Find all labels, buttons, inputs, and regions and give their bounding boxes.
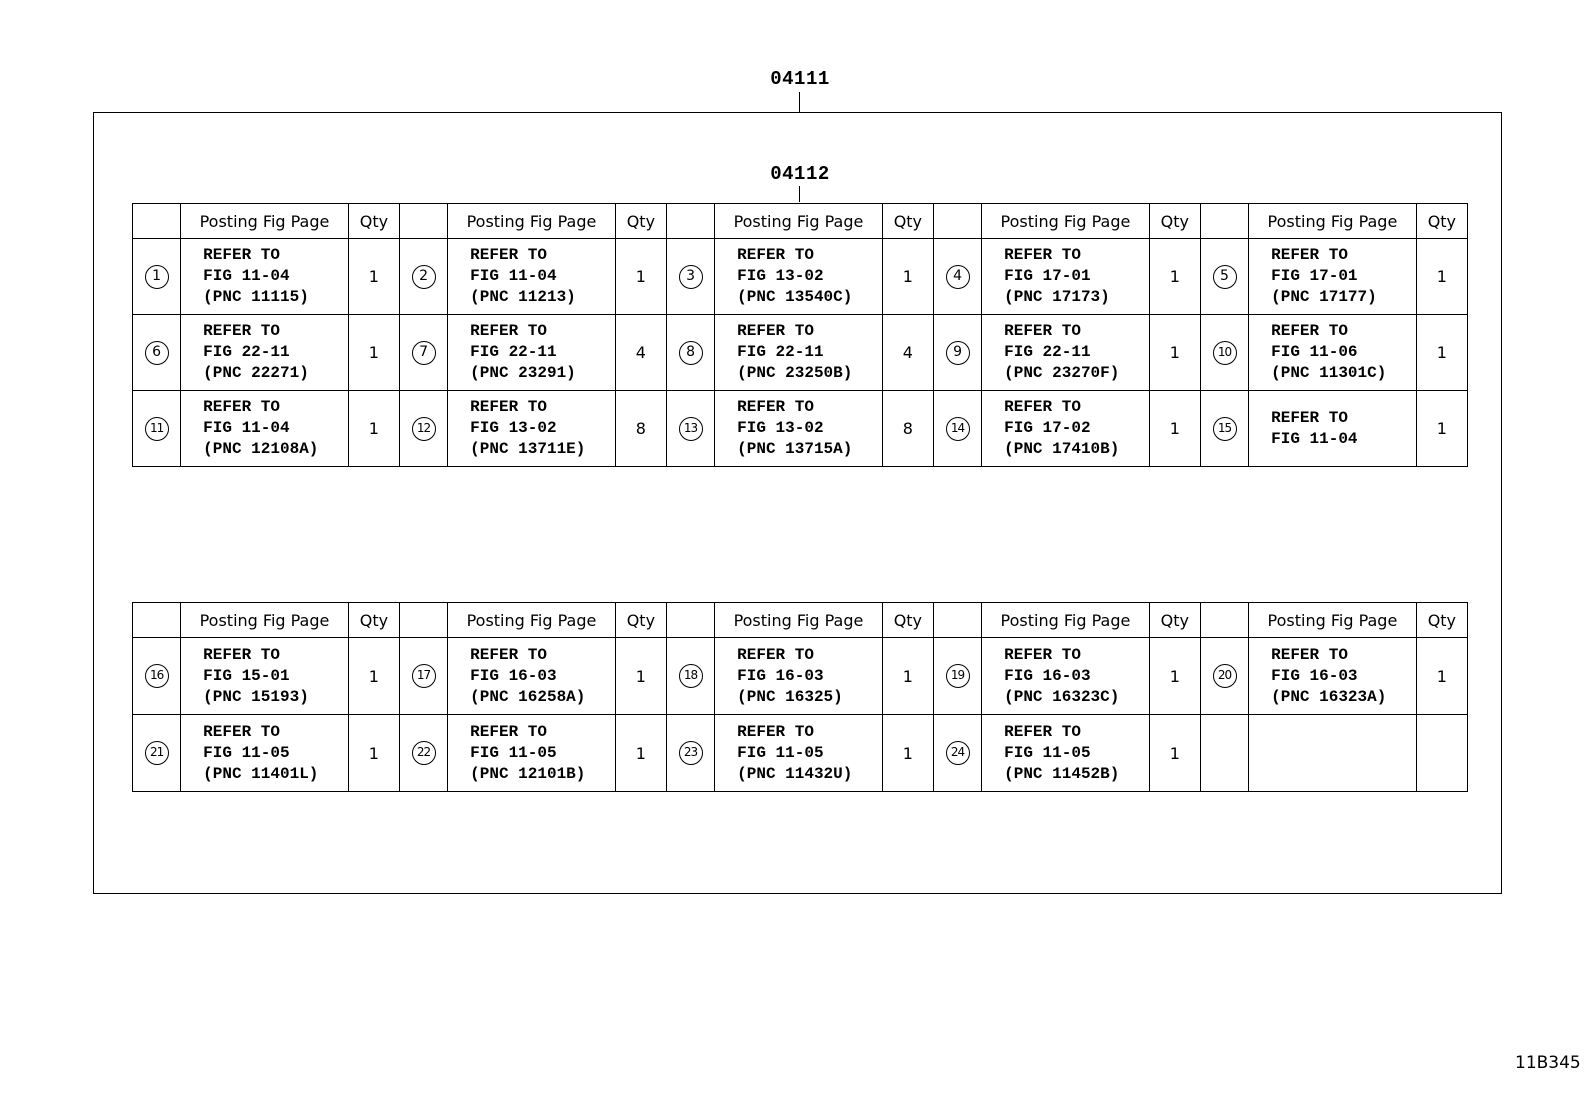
reference-line: (PNC 23270F) <box>1004 364 1120 382</box>
reference-line: (PNC 11401L) <box>203 764 319 783</box>
reference-line: (PNC 23250B) <box>737 364 853 382</box>
reference-cell <box>982 239 1150 315</box>
reference-line: FIG 13-02 <box>470 419 557 437</box>
reference-line: FIG 17-01 <box>1004 267 1091 285</box>
qty-cell <box>1416 715 1467 792</box>
reference-line: (PNC 23291) <box>470 364 576 382</box>
reference-line: FIG 11-04 <box>203 267 290 285</box>
reference-cell <box>181 715 349 792</box>
reference-cell <box>715 315 883 391</box>
qty-cell: 1 <box>615 638 666 715</box>
callout-cell <box>399 239 447 315</box>
callout-number: 10 <box>1213 341 1237 365</box>
reference-cell <box>982 638 1150 715</box>
callout-cell <box>133 391 181 467</box>
header-qty: Qty <box>1149 603 1200 638</box>
reference-line: (PNC 16325) <box>737 687 843 706</box>
reference-line: (PNC 13715A) <box>737 440 853 458</box>
reference-line: REFER TO <box>737 722 814 741</box>
callout-number: 12 <box>412 417 436 441</box>
callout-number: 20 <box>1213 664 1237 688</box>
callout-cell <box>933 239 981 315</box>
reference-line: FIG 16-03 <box>737 666 824 685</box>
reference-line: REFER TO <box>470 645 547 664</box>
callout-cell <box>133 315 181 391</box>
reference-line: (PNC 11452B) <box>1004 764 1120 783</box>
callout-cell <box>399 715 447 792</box>
reference-line: REFER TO <box>470 246 547 264</box>
qty-cell: 1 <box>1416 391 1467 467</box>
qty-cell: 1 <box>348 391 399 467</box>
reference-cell <box>448 315 616 391</box>
reference-line: FIG 22-11 <box>470 343 557 361</box>
qty-cell: 4 <box>615 315 666 391</box>
header-callout-cell <box>933 603 981 638</box>
callout-number: 6 <box>145 341 169 365</box>
reference-line: (PNC 12101B) <box>470 764 586 783</box>
header-posting-fig-page: Posting Fig Page <box>448 204 616 239</box>
reference-line: (PNC 22271) <box>203 364 309 382</box>
reference-line: REFER TO <box>737 322 814 340</box>
header-posting-fig-page: Posting Fig Page <box>715 204 883 239</box>
reference-line: REFER TO <box>1271 246 1348 264</box>
reference-cell <box>1249 638 1417 715</box>
reference-line: (PNC 13711E) <box>470 440 586 458</box>
reference-line: FIG 17-01 <box>1271 267 1358 285</box>
reference-line: FIG 11-05 <box>203 743 290 762</box>
qty-cell: 1 <box>615 715 666 792</box>
reference-cell <box>448 715 616 792</box>
reference-line: REFER TO <box>1004 398 1081 416</box>
qty-cell: 1 <box>1149 239 1200 315</box>
callout-cell <box>666 638 714 715</box>
reference-line: REFER TO <box>203 246 280 264</box>
qty-cell: 1 <box>1149 315 1200 391</box>
reference-line: FIG 11-06 <box>1271 343 1358 361</box>
reference-line: REFER TO <box>1004 322 1081 340</box>
header-callout-cell <box>133 204 181 239</box>
reference-line: FIG 11-04 <box>1271 429 1358 448</box>
qty-cell: 8 <box>615 391 666 467</box>
qty-cell: 1 <box>348 239 399 315</box>
reference-line: REFER TO <box>203 645 280 664</box>
reference-cell <box>448 391 616 467</box>
reference-cell <box>181 315 349 391</box>
reference-cell <box>715 391 883 467</box>
callout-cell <box>933 715 981 792</box>
header-qty: Qty <box>1416 603 1467 638</box>
reference-line: FIG 13-02 <box>737 267 824 285</box>
reference-cell <box>715 239 883 315</box>
table-row <box>133 715 1468 792</box>
qty-cell: 1 <box>348 315 399 391</box>
callout-number: 15 <box>1213 417 1237 441</box>
reference-cell <box>1249 315 1417 391</box>
reference-line: REFER TO <box>1004 246 1081 264</box>
header-qty: Qty <box>348 204 399 239</box>
reference-line: REFER TO <box>470 722 547 741</box>
reference-cell <box>181 239 349 315</box>
reference-line: REFER TO <box>1004 645 1081 664</box>
callout-cell <box>1200 391 1248 467</box>
header-posting-fig-page: Posting Fig Page <box>982 603 1150 638</box>
header-posting-fig-page: Posting Fig Page <box>1249 603 1417 638</box>
callout-cell <box>933 638 981 715</box>
reference-line: REFER TO <box>470 398 547 416</box>
reference-line: FIG 11-05 <box>1004 743 1091 762</box>
qty-cell: 1 <box>1416 315 1467 391</box>
callout-number: 5 <box>1213 265 1237 289</box>
qty-cell: 1 <box>348 638 399 715</box>
reference-line: (PNC 11432U) <box>737 764 853 783</box>
reference-line: (PNC 11115) <box>203 288 309 306</box>
callout-number: 17 <box>412 664 436 688</box>
reference-line: REFER TO <box>737 645 814 664</box>
header-posting-fig-page: Posting Fig Page <box>715 603 883 638</box>
reference-line: FIG 16-03 <box>1271 666 1358 685</box>
figure-id: 11B345 <box>1515 1053 1581 1073</box>
header-qty: Qty <box>1149 204 1200 239</box>
header-qty: Qty <box>348 603 399 638</box>
header-posting-fig-page: Posting Fig Page <box>982 204 1150 239</box>
callout-number: 23 <box>679 741 703 765</box>
reference-line: FIG 11-04 <box>470 267 557 285</box>
callout-number: 16 <box>145 664 169 688</box>
header-posting-fig-page: Posting Fig Page <box>1249 204 1417 239</box>
callout-number: 3 <box>679 265 703 289</box>
table-row <box>133 239 1468 315</box>
reference-line: REFER TO <box>203 322 280 340</box>
callout-cell <box>933 391 981 467</box>
reference-cell <box>1249 239 1417 315</box>
callout-number: 19 <box>946 664 970 688</box>
reference-line: (PNC 16323A) <box>1271 687 1387 706</box>
table-row <box>133 391 1468 467</box>
callout-cell <box>399 391 447 467</box>
assembly-label: 04111 <box>770 68 830 90</box>
reference-line: (PNC 17173) <box>1004 288 1110 306</box>
reference-line: FIG 15-01 <box>203 666 290 685</box>
reference-cell <box>982 315 1150 391</box>
callout-cell <box>666 315 714 391</box>
callout-cell <box>933 315 981 391</box>
subassembly-leader-line <box>799 186 800 202</box>
qty-cell: 4 <box>882 315 933 391</box>
reference-line: (PNC 16258A) <box>470 687 586 706</box>
reference-line: FIG 11-05 <box>470 743 557 762</box>
reference-cell <box>181 638 349 715</box>
qty-cell: 1 <box>348 715 399 792</box>
table-header-row <box>133 603 1468 638</box>
parts-table-upper <box>132 203 1468 467</box>
reference-cell <box>982 391 1150 467</box>
reference-line: REFER TO <box>737 246 814 264</box>
reference-line: REFER TO <box>203 722 280 741</box>
reference-cell <box>1249 391 1417 467</box>
reference-line: FIG 22-11 <box>1004 343 1091 361</box>
qty-cell: 1 <box>882 638 933 715</box>
qty-cell: 1 <box>615 239 666 315</box>
qty-cell: 8 <box>882 391 933 467</box>
callout-cell <box>399 638 447 715</box>
header-qty: Qty <box>615 204 666 239</box>
reference-line: FIG 13-02 <box>737 419 824 437</box>
table-header-row <box>133 204 1468 239</box>
reference-line: (PNC 12108A) <box>203 440 319 458</box>
reference-line: (PNC 17410B) <box>1004 440 1120 458</box>
reference-line: FIG 17-02 <box>1004 419 1091 437</box>
assembly-leader-line <box>799 92 800 112</box>
header-callout-cell <box>399 603 447 638</box>
callout-number: 4 <box>946 265 970 289</box>
reference-line: REFER TO <box>1271 322 1348 340</box>
header-callout-cell <box>933 204 981 239</box>
callout-number: 7 <box>412 341 436 365</box>
callout-number: 1 <box>145 265 169 289</box>
callout-cell <box>1200 315 1248 391</box>
header-callout-cell <box>399 204 447 239</box>
reference-line: FIG 11-05 <box>737 743 824 762</box>
reference-cell <box>448 239 616 315</box>
header-callout-cell <box>666 204 714 239</box>
subassembly-label: 04112 <box>770 163 830 185</box>
qty-cell: 1 <box>882 715 933 792</box>
reference-line: (PNC 15193) <box>203 687 309 706</box>
header-qty: Qty <box>1416 204 1467 239</box>
callout-number: 8 <box>679 341 703 365</box>
reference-line: REFER TO <box>737 398 814 416</box>
header-callout-cell <box>133 603 181 638</box>
callout-cell <box>666 391 714 467</box>
callout-number: 24 <box>946 741 970 765</box>
callout-cell <box>133 715 181 792</box>
header-posting-fig-page: Posting Fig Page <box>181 603 349 638</box>
header-callout-cell <box>666 603 714 638</box>
callout-cell <box>666 715 714 792</box>
callout-number: 22 <box>412 741 436 765</box>
reference-line: REFER TO <box>1271 408 1348 427</box>
reference-line: REFER TO <box>470 322 547 340</box>
reference-cell <box>982 715 1150 792</box>
callout-cell <box>1200 239 1248 315</box>
reference-line: (PNC 11301C) <box>1271 364 1387 382</box>
reference-line: FIG 22-11 <box>737 343 824 361</box>
qty-cell: 1 <box>1149 391 1200 467</box>
reference-line: (PNC 17177) <box>1271 288 1377 306</box>
reference-line: FIG 16-03 <box>470 666 557 685</box>
reference-line: FIG 11-04 <box>203 419 290 437</box>
callout-number: 21 <box>145 741 169 765</box>
header-callout-cell <box>1200 204 1248 239</box>
reference-cell <box>715 715 883 792</box>
qty-cell: 1 <box>882 239 933 315</box>
callout-cell <box>399 315 447 391</box>
reference-cell <box>181 391 349 467</box>
header-callout-cell <box>1200 603 1248 638</box>
reference-line: (PNC 16323C) <box>1004 687 1120 706</box>
reference-cell <box>448 638 616 715</box>
callout-cell <box>1200 638 1248 715</box>
qty-cell: 1 <box>1149 715 1200 792</box>
reference-line: (PNC 13540C) <box>737 288 853 306</box>
reference-line: REFER TO <box>1004 722 1081 741</box>
reference-cell <box>1249 715 1417 792</box>
table-row <box>133 315 1468 391</box>
callout-number: 11 <box>145 417 169 441</box>
callout-number: 2 <box>412 265 436 289</box>
callout-cell <box>666 239 714 315</box>
reference-line: FIG 22-11 <box>203 343 290 361</box>
header-posting-fig-page: Posting Fig Page <box>448 603 616 638</box>
header-posting-fig-page: Posting Fig Page <box>181 204 349 239</box>
qty-cell: 1 <box>1149 638 1200 715</box>
parts-table-lower <box>132 602 1468 792</box>
callout-cell <box>1200 715 1248 792</box>
reference-line: FIG 16-03 <box>1004 666 1091 685</box>
reference-line: REFER TO <box>1271 645 1348 664</box>
callout-number: 18 <box>679 664 703 688</box>
table-row <box>133 638 1468 715</box>
header-qty: Qty <box>882 204 933 239</box>
callout-number: 14 <box>946 417 970 441</box>
header-qty: Qty <box>615 603 666 638</box>
reference-cell <box>715 638 883 715</box>
callout-number: 13 <box>679 417 703 441</box>
reference-line: REFER TO <box>203 398 280 416</box>
header-qty: Qty <box>882 603 933 638</box>
callout-cell <box>133 239 181 315</box>
callout-number: 9 <box>946 341 970 365</box>
qty-cell: 1 <box>1416 638 1467 715</box>
qty-cell: 1 <box>1416 239 1467 315</box>
callout-cell <box>133 638 181 715</box>
reference-line: (PNC 11213) <box>470 288 576 306</box>
